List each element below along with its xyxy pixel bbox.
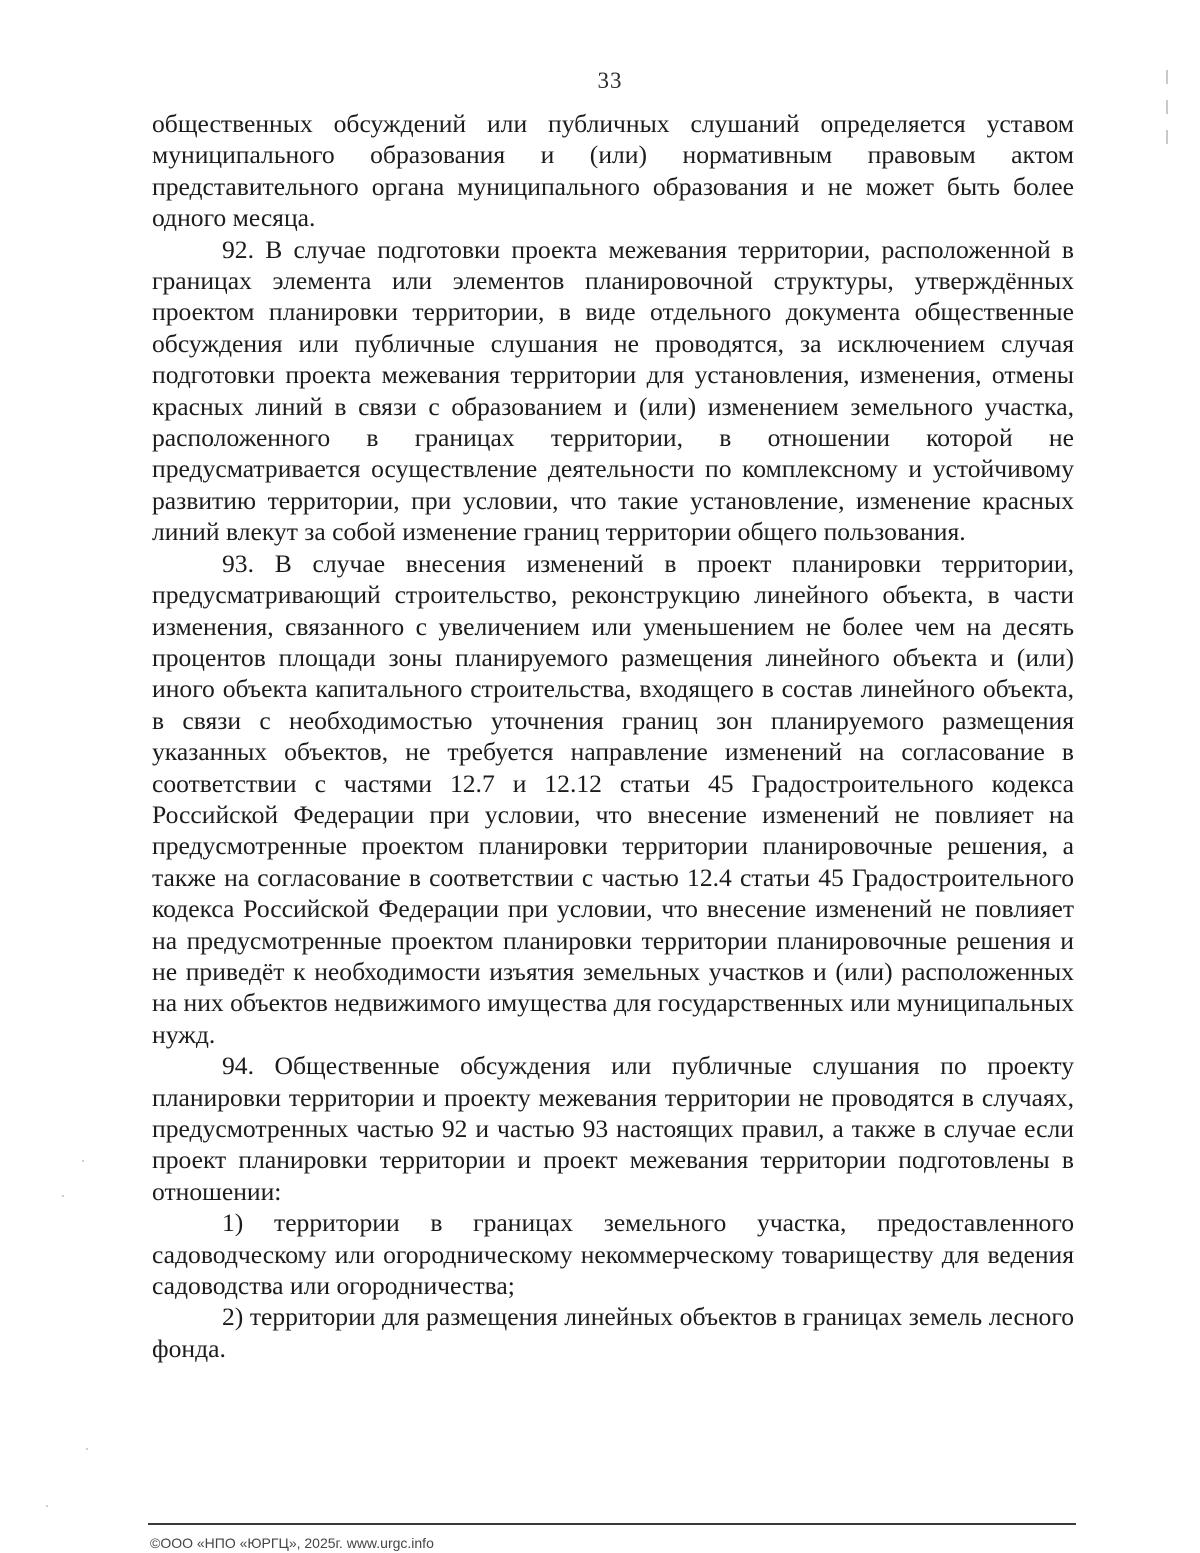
list-item-1: 1) территории в границах земельного участка, предоставленного садоводческому или огородническому некоммерческому товариществу для ведения садоводства или огородничества;: [152, 1208, 1074, 1301]
scan-speck: [46, 1505, 48, 1507]
paragraph-93: 93. В случае внесения изменений в проект планировки территории, предусматривающий строительство, реконструкцию линейного объекта, в части изменения, связанного с увеличением или уменьшением не более чем на десять процентов площади зоны планируемого размещения линейного объекта и (или) иного объекта капитального строительства, входящего в состав линейного объекта, в связи с необходимостью уточнения границ зон планируемого размещения указанных объектов, не требуется направление изменений на согласование в соответствии с частями 12.7 и 12.12 статьи 45 Градостроительного кодекса Российской Федерации при условии, что внесение изменений не повлияет на предусмотренные проектом планировки территории планировочные решения, а также на согласование в соответствии с частью 12.4 статьи 45 Градостроительного кодекса Российской Федерации при условии, что внесение изменений не повлияет на предусмотренные проектом планировки территории планировочные решения и не приведёт к необходимости изъятия земельных участков и (или) расположенных на них объектов недвижимого имущества для государственных или муниципальных нужд.: [152, 548, 1074, 1049]
scan-mark: [1166, 100, 1168, 114]
scan-margin-marks: [1166, 70, 1170, 160]
scan-speck: [82, 1160, 84, 1162]
page-number: 33: [597, 68, 623, 93]
scan-speck: [62, 1195, 64, 1197]
footer-copyright: ©ООО «НПО «ЮРГЦ», 2025г. www.urgc.info: [150, 1535, 434, 1551]
scan-speck: [86, 1448, 88, 1450]
scan-mark: [1166, 130, 1168, 144]
paragraph-94: 94. Общественные обсуждения или публичные слушания по проекту планировки территории и проекту межевания территории не проводятся в случаях, предусмотренных частью 92 и частью 93 настоящих правил, а также в случае если проект планировки территории и проект межевания территории подготовлены в отношении:: [152, 1051, 1074, 1206]
document-body: [152, 108, 1074, 1364]
list-item-2: 2) территории для размещения линейных объектов в границах земель лесного фонда.: [152, 1302, 1074, 1363]
paragraph-92: 92. В случае подготовки проекта межевания территории, расположенной в границах элемента или элементов планировочной структуры, утверждённых проектом планировки территории, в виде отдельного документа общественные обсуждения или публичные слушания не проводятся, за исключением случая подготовки проекта межевания территории для установления, изменения, отмены красных линий в связи с образованием и (или) изменением земельного участка, расположенного в границах территории, в отношении которой не предусматривается осуществление деятельности по комплексному и устойчивому развитию территории, при условии, что такие установление, изменение красных линий влекут за собой изменение границ территории общего пользования.: [152, 234, 1074, 547]
paragraph-continuation: общественных обсуждений или публичных слушаний определяется уставом муниципального образования и (или) нормативным правовым актом представительного органа муниципального образования и не может быть более одного месяца.: [152, 109, 1074, 233]
footer-divider: [148, 1523, 1076, 1525]
scan-mark: [1166, 70, 1168, 84]
